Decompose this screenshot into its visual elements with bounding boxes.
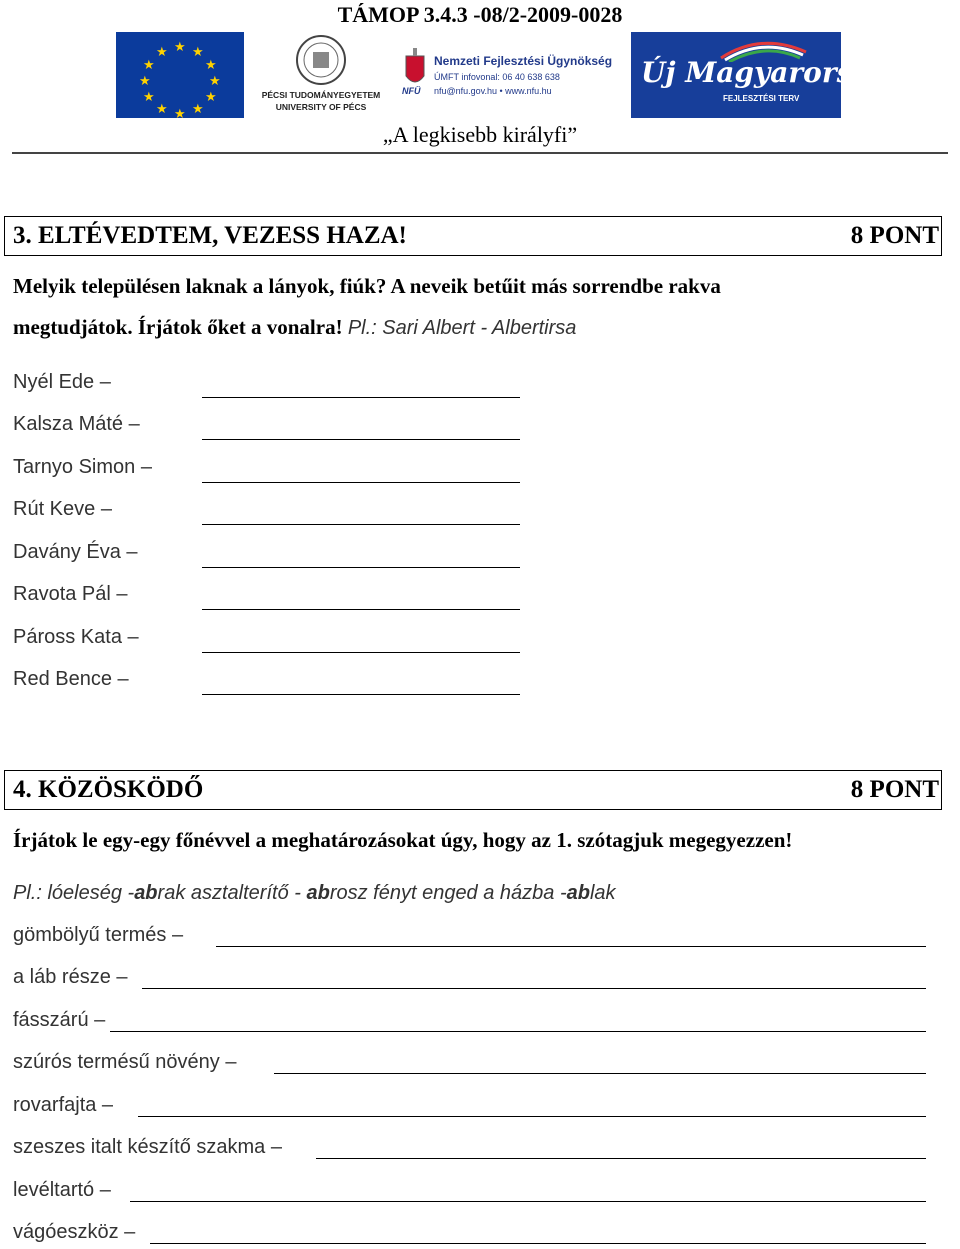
section3-example-prefix: Pl. bbox=[347, 317, 372, 339]
section4-item-label: szeszes italt készítő szakma – bbox=[13, 1136, 282, 1158]
section4-item-label: szúrós termésű növény – bbox=[13, 1051, 237, 1073]
section3-instruction-line2: megtudjátok. Írjátok őket a vonalra! bbox=[13, 315, 343, 339]
section4-answer-line[interactable] bbox=[130, 1201, 926, 1202]
section3-answer-line[interactable] bbox=[202, 439, 520, 440]
section4-example-part: rak asztalterítő - bbox=[157, 882, 307, 904]
section4-answer-line[interactable] bbox=[142, 988, 926, 989]
section3-answer-line[interactable] bbox=[202, 482, 520, 483]
section3-answer-line[interactable] bbox=[202, 524, 520, 525]
section3-answer-line[interactable] bbox=[202, 397, 520, 398]
project-code: TÁMOP 3.4.3 -08/2-2009-0028 bbox=[337, 2, 623, 27]
section4-answer-line[interactable] bbox=[216, 946, 926, 947]
section3-item-label: Nyél Ede – bbox=[13, 371, 111, 393]
section4-example-prefix: Pl. bbox=[13, 882, 37, 904]
worksheet-subtitle: „A legkisebb királyfi” bbox=[382, 122, 578, 147]
nfu-agency-logo bbox=[400, 32, 618, 118]
section4-answer-line[interactable] bbox=[274, 1073, 926, 1074]
section4-answer-line[interactable] bbox=[150, 1243, 926, 1244]
section3-answer-line[interactable] bbox=[202, 567, 520, 568]
nfu-logo-contact: nfu@nfu.gov.hu • www.nfu.hu bbox=[434, 86, 552, 96]
section4-example-part: : lóeleség - bbox=[36, 882, 135, 904]
section3-item-label: Rút Keve – bbox=[13, 498, 112, 520]
nfu-logo-title: Nemzeti Fejlesztési Ügynökség bbox=[434, 54, 613, 68]
pte-university-logo bbox=[258, 32, 384, 118]
section4-item-label: gömbölyű termés – bbox=[13, 924, 184, 946]
section3-instruction-row bbox=[13, 315, 576, 340]
section4-example-part: lak bbox=[589, 882, 616, 904]
section4-answer-line[interactable] bbox=[138, 1116, 926, 1117]
section4-example-syllable: ab bbox=[566, 882, 590, 904]
section4-answer-line[interactable] bbox=[316, 1158, 926, 1159]
section3-item-label: Páross Kata – bbox=[13, 626, 139, 648]
section3-points: 8 PONT bbox=[850, 222, 939, 249]
pte-logo-line2: UNIVERSITY OF PÉCS bbox=[275, 102, 367, 112]
section3-answer-line[interactable] bbox=[202, 694, 520, 695]
section4-example bbox=[13, 882, 616, 905]
section4-item-label: rovarfajta – bbox=[13, 1094, 114, 1116]
section4-instruction: Írjátok le egy-egy főnévvel a meghatározásokat úgy, hogy az 1. szótagjuk megegyezzen! bbox=[13, 828, 793, 852]
um-logo-sub: FEJLESZTÉSI TERV bbox=[723, 94, 800, 103]
section4-item-label: levéltartó – bbox=[13, 1179, 111, 1201]
section4-item-label: fásszárú – bbox=[13, 1009, 106, 1031]
section4-points: 8 PONT bbox=[850, 776, 939, 803]
section3-instruction-line1: Melyik településen laknak a lányok, fiúk? A neveik betűit más sorrendbe rakva bbox=[13, 274, 721, 298]
section4-answer-line[interactable] bbox=[110, 1031, 926, 1032]
section4-title: 4. KÖZÖSKÖDŐ bbox=[13, 776, 204, 803]
um-logo-text: Új Magyarország bbox=[641, 56, 906, 89]
section3-header bbox=[4, 216, 942, 256]
eu-flag-logo: ★ ★ ★ ★ ★ ★ ★ ★ ★ ★ ★ ★ bbox=[116, 32, 244, 118]
section4-header bbox=[4, 770, 942, 810]
section4-item-label: a láb része – bbox=[13, 966, 128, 988]
nfu-logo-abbr: NFÜ bbox=[402, 86, 421, 96]
nfu-logo-phone: ÚMFT infovonal: 06 40 638 638 bbox=[434, 72, 560, 82]
section3-item-label: Davány Éva – bbox=[13, 541, 138, 563]
section3-title: 3. ELTÉVEDTEM, VEZESS HAZA! bbox=[13, 222, 407, 249]
section4-item-label: vágóeszköz – bbox=[13, 1221, 136, 1243]
section3-item-label: Red Bence – bbox=[13, 668, 129, 690]
section3-answer-line[interactable] bbox=[202, 609, 520, 610]
section3-answer-line[interactable] bbox=[202, 652, 520, 653]
section3-item-label: Kalsza Máté – bbox=[13, 413, 140, 435]
section4-example-syllable: ab bbox=[134, 882, 158, 904]
section3-item-label: Tarnyo Simon – bbox=[13, 456, 152, 478]
section4-example-part: rosz fényt enged a házba - bbox=[329, 882, 567, 904]
header-divider bbox=[12, 152, 948, 154]
university-seal-icon bbox=[258, 32, 384, 92]
section3-item-label: Ravota Pál – bbox=[13, 583, 128, 605]
section3-example-text: : Sari Albert - Albertirsa bbox=[371, 317, 577, 339]
uj-magyarorszag-logo bbox=[631, 32, 906, 118]
pte-logo-line1: PÉCSI TUDOMÁNYEGYETEM bbox=[261, 90, 381, 100]
section4-example-syllable: ab bbox=[306, 882, 330, 904]
